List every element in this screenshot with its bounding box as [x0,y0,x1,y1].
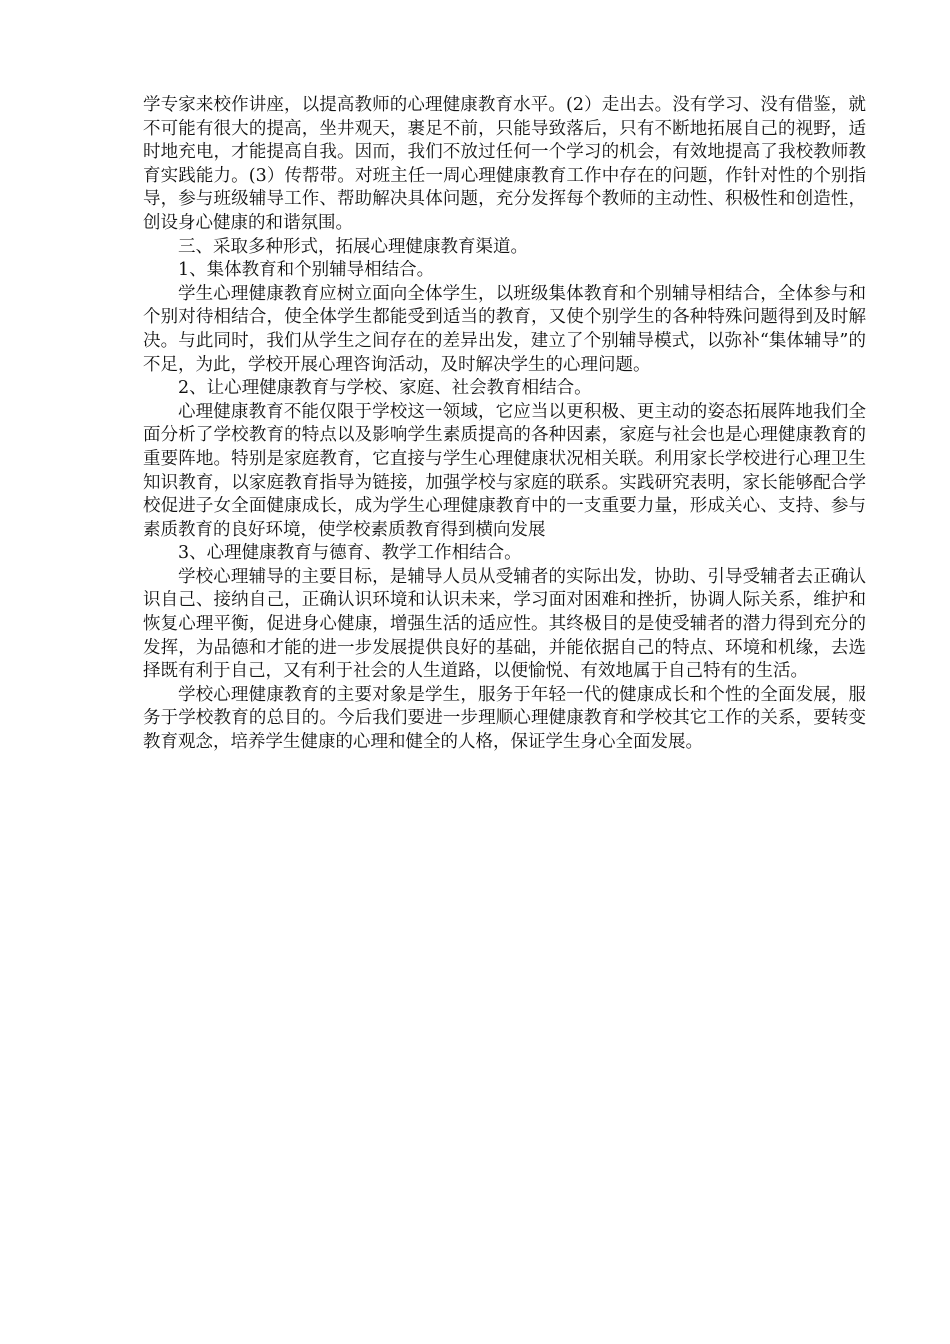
paragraph-continuation: 学专家来校作讲座，以提高教师的心理健康教育水平。(2）走出去。没有学习、没有借鉴，就不可能有很大的提高，坐井观天，裹足不前，只能导致落后，只有不断地拓展自己的视野，适时地充电，才能提高自我。因而，我们不放过任何一个学习的机会，有效地提高了我校教师教育实践能力。(3）传帮带。对班主任一周心理健康教育工作中存在的问题，作针对性的个别指导，参与班级辅导工作、帮助解决具体问题，充分发挥每个教师的主动性、积极性和创造性，创设身心健康的和谐氛围。 [143,95,866,233]
subheading-1: 1、集体教育和个别辅导相结合。 [178,260,435,281]
subheading-2: 2、让心理健康教育与学校、家庭、社会教育相结合。 [178,378,592,399]
paragraph-final: 学校心理健康教育的主要对象是学生，服务于年轻一代的健康成长和个性的全面发展，服务于学校教育的总目的。今后我们要进一步理顺心理健康教育和学校其它工作的关系，要转变教育观念，培养学生健康的心理和健全的人格，保证学生身心全面发展。 [143,684,866,753]
subheading-3: 3、心理健康教育与德育、教学工作相结合。 [178,543,522,564]
paragraph: 心理健康教育不能仅限于学校这一领域，它应当以更积极、更主动的姿态拓展阵地我们全面分析了学校教育的特点以及影响学生素质提高的各种因素，家庭与社会也是心理健康教育的重要阵地。特别是家庭教育，它直接与学生心理健康状况相关联。利用家长学校进行心理卫生知识教育，以家庭教育指导为链接，加强学校与家庭的联系。实践研究表明，家长能够配合学校促进子女全面健康成长，成为学生心理健康教育中的一支重要力量，形成关心、支持、参与素质教育的良好环境，使学校素质教育得到横向发展 [143,401,866,540]
paragraph: 学生心理健康教育应树立面向全体学生，以班级集体教育和个别辅导相结合，全体参与和个别对待相结合，使全体学生都能受到适当的教育，又使个别学生的各种特殊问题得到及时解决。与此同时，我们从学生之间存在的差异出发，建立了个别辅导模式，以弥补“集体辅导”的不足，为此，学校开展心理咨询活动，及时解决学生的心理问题。 [143,283,866,375]
document-body [143,94,866,755]
paragraph: 学校心理辅导的主要目标，是辅导人员从受辅者的实际出发，协助、引导受辅者去正确认识自己、接纳自己，正确认识环境和认识未来，学习面对困难和挫折，协调人际关系，维护和恢复心理平衡，促进身心健康，增强生活的适应性。其终极目的是使受辅者的潜力得到充分的发挥，为品德和才能的进一步发展提供良好的基础，并能依据自己的特点、环境和机缘，去选择既有利于自己，又有利于社会的人生道路，以便愉悦、有效地属于自己特有的生活。 [143,566,866,682]
section-heading: 三、采取多种形式，拓展心理健康教育渠道。 [178,236,528,257]
